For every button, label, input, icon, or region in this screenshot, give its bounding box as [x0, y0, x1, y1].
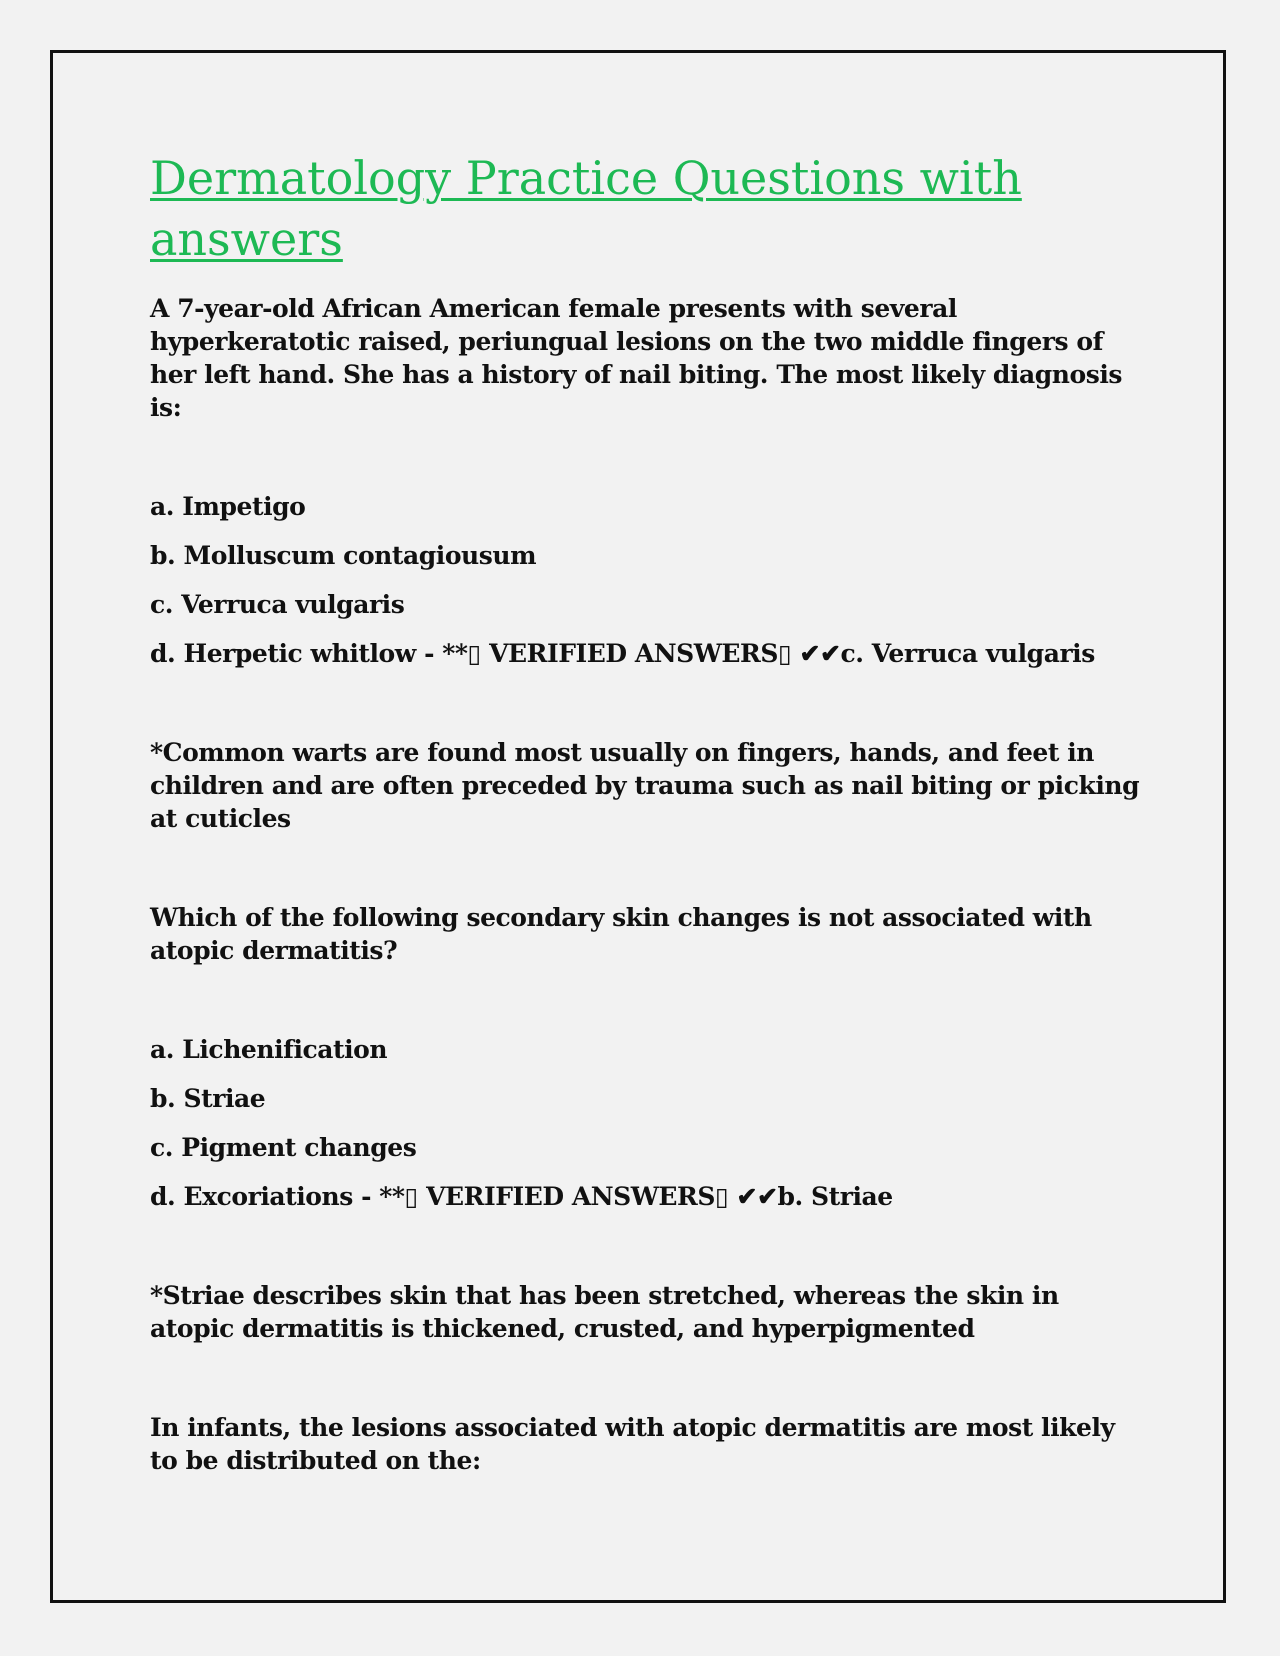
- spacer: [150, 1345, 1140, 1411]
- question-2-option-c: c. Pigment changes: [150, 1133, 417, 1162]
- question-1: [150, 292, 1140, 835]
- question-2-option-d-answer: d. Excoriations - **▯ VERIFIED ANSWERS▯ ✔✔b. Striae: [150, 1182, 893, 1211]
- question-1-explanation: *Common warts are found most usually on fingers, hands, and feet in children and are often preceded by trauma such as nail biting or picking at cuticles: [150, 738, 1140, 833]
- question-1-option-d-answer: d. Herpetic whitlow - **▯ VERIFIED ANSWERS▯ ✔✔c. Verruca vulgaris: [150, 639, 1095, 668]
- question-1-option-c: c. Verruca vulgaris: [150, 590, 405, 619]
- question-3: [150, 1411, 1140, 1477]
- document-title: Dermatology Practice Questions with answers: [150, 151, 1022, 266]
- question-2-explanation: *Striae describes skin that has been stretched, whereas the skin in atopic dermatitis is thickened, crusted, and hyperpigmented: [150, 1281, 1059, 1343]
- question-2: [150, 901, 1140, 1345]
- question-1-stem: A 7-year-old African American female presents with several hyperkeratotic raised, periungual lesions on the two middle fingers of her left hand. She has a history of nail biting. The most likely diagnosis is:: [150, 294, 1123, 422]
- question-2-stem: Which of the following secondary skin changes is not associated with atopic dermatitis?: [150, 903, 1092, 965]
- spacer: [150, 835, 1140, 901]
- question-3-stem: In infants, the lesions associated with atopic dermatitis are most likely to be distributed on the:: [150, 1413, 1115, 1475]
- spacer: [150, 967, 1140, 1033]
- question-2-option-a: a. Lichenification: [150, 1035, 388, 1064]
- spacer: [150, 1213, 1140, 1279]
- spacer: [150, 424, 1140, 490]
- question-1-option-a: a. Impetigo: [150, 492, 306, 521]
- question-2-option-b: b. Striae: [150, 1084, 266, 1113]
- question-1-option-b: b. Molluscum contagiousum: [150, 541, 537, 570]
- spacer: [150, 670, 1140, 736]
- document-content: [150, 148, 1140, 1477]
